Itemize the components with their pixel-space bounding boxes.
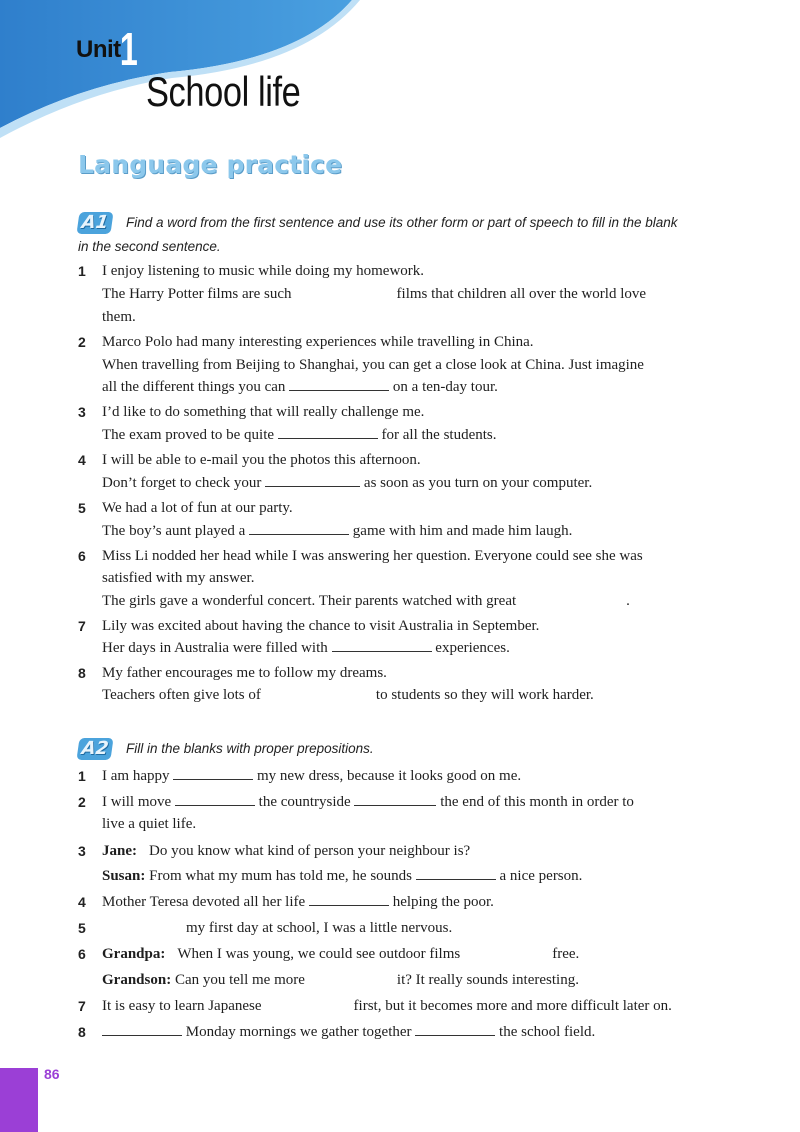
unit-label: Unit [76, 36, 121, 63]
a1-instruction-cont: in the second sentence. [78, 239, 221, 254]
item-number: 2 [78, 794, 86, 810]
a1-item8-sentence2: Teachers often give lots of to students so they will work harder. [102, 687, 594, 703]
a1-item2-sentence1: Marco Polo had many interesting experiences while travelling in China. [102, 334, 534, 350]
page-color-strip [0, 1068, 38, 1132]
a2-item6-line2: Grandson: Can you tell me more it? It really sounds interesting. [102, 972, 579, 988]
unit-title: School life [146, 68, 301, 115]
item-number: 6 [78, 946, 86, 962]
a1-item4-sentence2: Don’t forget to check your as soon as you turn on your computer. [102, 472, 752, 494]
a1-item4-sentence1: I will be able to e-mail you the photos this afternoon. [102, 452, 421, 468]
item-number: 1 [78, 768, 86, 784]
speaker-jane: Jane: [102, 843, 137, 859]
item-number: 2 [78, 334, 86, 350]
answer-blank[interactable] [416, 865, 496, 880]
answer-blank[interactable] [249, 520, 349, 535]
a1-item2-sentence2: When travelling from Beijing to Shanghai, you can get a close look at China. Just imagine [102, 357, 644, 373]
answer-blank[interactable] [332, 637, 432, 652]
a1-item1-sentence2: The Harry Potter films are such films that children all over the world love [102, 286, 647, 302]
item-number: 5 [78, 920, 86, 936]
a2-badge: A2 [76, 738, 113, 760]
answer-blank[interactable] [175, 791, 255, 806]
a1-item1-sentence2-cont: them. [102, 309, 136, 325]
item-number: 3 [78, 843, 86, 859]
a2-item7: It is easy to learn Japanese first, but it becomes more and more difficult later on. [102, 998, 672, 1014]
a1-instruction: A1 Find a word from the first sentence and use its other form or part of speech to fill in the blank [78, 212, 738, 234]
answer-blank[interactable] [173, 765, 253, 780]
a2-item3-line2: Susan: From what my mum has told me, he sounds a nice person. [102, 865, 752, 887]
a1-item5-sentence1: We had a lot of fun at our party. [102, 500, 293, 516]
answer-blank[interactable] [278, 424, 378, 439]
item-number: 4 [78, 452, 86, 468]
item-number: 3 [78, 404, 86, 420]
item-number: 4 [78, 894, 86, 910]
a1-item6-sentence2: The girls gave a wonderful concert. Their parents watched with great . [102, 593, 630, 609]
a1-item7-sentence2: Her days in Australia were filled with experiences. [102, 637, 752, 659]
a2-item8: Monday mornings we gather together the school field. [102, 1021, 752, 1043]
page-number: 86 [44, 1066, 60, 1082]
a2-item2-cont: live a quiet life. [102, 816, 197, 832]
item-number: 8 [78, 665, 86, 681]
a1-item3-sentence1: I’d like to do something that will really challenge me. [102, 404, 425, 420]
item-number: 7 [78, 618, 86, 634]
answer-blank[interactable] [354, 791, 436, 806]
answer-blank[interactable] [289, 376, 389, 391]
a1-item3-sentence2: The exam proved to be quite for all the students. [102, 424, 752, 446]
answer-blank[interactable] [415, 1021, 495, 1036]
a1-item8-sentence1: My father encourages me to follow my dreams. [102, 665, 387, 681]
a1-item5-sentence2: The boy’s aunt played a game with him and made him laugh. [102, 520, 752, 542]
speaker-susan: Susan: [102, 868, 146, 884]
item-number: 7 [78, 998, 86, 1014]
a2-item4: Mother Teresa devoted all her life helping the poor. [102, 891, 752, 913]
a1-item6-sentence1-cont: satisfied with my answer. [102, 570, 255, 586]
a1-badge: A1 [76, 212, 113, 234]
answer-blank[interactable] [102, 1021, 182, 1036]
a2-item2: I will move the countryside the end of this month in order to [102, 791, 752, 813]
speaker-grandpa: Grandpa: [102, 946, 166, 962]
answer-blank[interactable] [265, 472, 360, 487]
item-number: 1 [78, 263, 86, 279]
a2-item6-line1: Grandpa: When I was young, we could see outdoor films free. [102, 946, 580, 962]
item-number: 5 [78, 500, 86, 516]
a1-item1-sentence1: I enjoy listening to music while doing my homework. [102, 263, 425, 279]
a2-item3-line1: Jane: Do you know what kind of person your neighbour is? [102, 843, 471, 859]
section-title: Language practice [78, 150, 343, 179]
a2-item5: my first day at school, I was a little nervous. [186, 920, 453, 936]
a2-item1: I am happy my new dress, because it looks good on me. [102, 765, 752, 787]
unit-number: 1 [119, 23, 138, 75]
item-number: 8 [78, 1024, 86, 1040]
a1-item7-sentence1: Lily was excited about having the chance to visit Australia in September. [102, 618, 540, 634]
answer-blank[interactable] [309, 891, 389, 906]
a1-item6-sentence1: Miss Li nodded her head while I was answering her question. Everyone could see she was [102, 548, 643, 564]
speaker-grandson: Grandson: [102, 972, 172, 988]
a1-item2-sentence2-cont: all the different things you can on a ten-day tour. [102, 376, 752, 398]
item-number: 6 [78, 548, 86, 564]
a2-instruction: A2 Fill in the blanks with proper prepositions. [78, 738, 738, 760]
